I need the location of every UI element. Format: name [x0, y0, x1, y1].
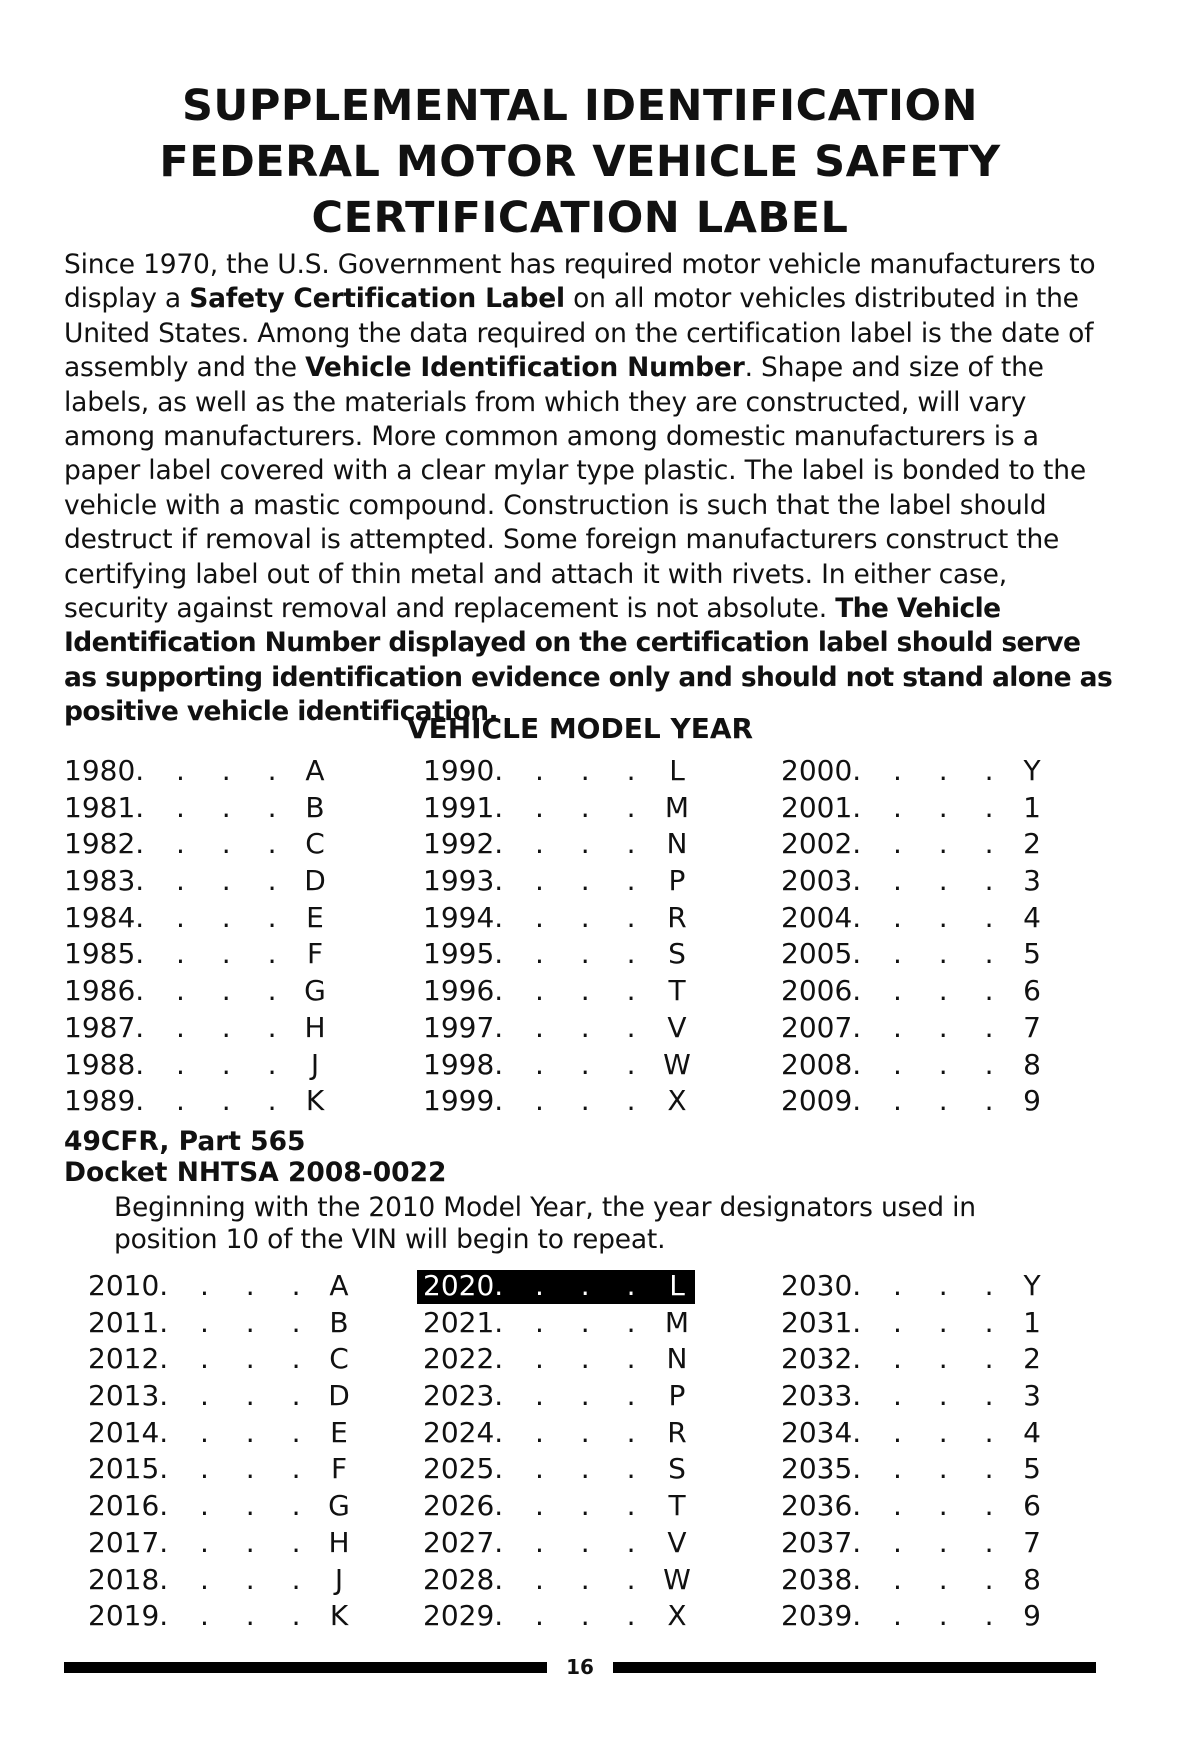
year-code: Y	[1023, 754, 1041, 787]
year-row	[423, 1415, 723, 1452]
year-code: H	[304, 1010, 326, 1044]
model-year: 2004.	[781, 900, 862, 934]
year-code: R	[667, 1415, 687, 1449]
year-code: F	[306, 937, 324, 971]
leader-dots: . . .	[535, 1415, 650, 1449]
leader-dots: . . .	[200, 1599, 315, 1633]
year-column	[781, 1268, 1081, 1635]
leader-dots: . . .	[535, 1489, 650, 1523]
model-year: 1984.	[64, 900, 145, 934]
year-row	[88, 1378, 388, 1415]
leader-dots: . . .	[200, 1452, 315, 1486]
model-year: 2035.	[781, 1452, 862, 1486]
year-code: 9	[1023, 1084, 1041, 1118]
model-year: 2012.	[88, 1342, 169, 1376]
year-row	[781, 1341, 1081, 1378]
year-row	[781, 973, 1081, 1010]
leader-dots: . . .	[893, 1047, 1008, 1081]
model-year: 2002.	[781, 827, 862, 861]
intro-bold-term: Vehicle Identification Number	[305, 352, 745, 384]
year-column	[423, 1268, 723, 1635]
intro-paragraph	[64, 248, 1114, 730]
model-year: 1993.	[423, 864, 504, 898]
leader-dots: . . .	[893, 937, 1008, 971]
footer-rule-left	[64, 1662, 547, 1673]
model-year: 1999.	[423, 1084, 504, 1118]
leader-dots: . . .	[535, 1269, 650, 1302]
leader-dots: . . .	[535, 937, 650, 971]
intro-text: on all motor vehicles distributed in the United States. Among the data required on the certification label is the date of assembly and the	[64, 283, 1094, 384]
leader-dots: . . .	[535, 754, 650, 787]
year-row-highlighted	[423, 1268, 723, 1305]
model-year: 2016.	[88, 1489, 169, 1523]
model-year: 1983.	[64, 864, 145, 898]
year-row	[88, 1451, 388, 1488]
year-code: T	[668, 974, 686, 1008]
leader-dots: . . .	[200, 1525, 315, 1559]
leader-dots: . . .	[176, 1084, 291, 1118]
year-row	[781, 1525, 1081, 1562]
year-row	[781, 1010, 1081, 1047]
leader-dots: . . .	[893, 1599, 1008, 1633]
leader-dots: . . .	[893, 1379, 1008, 1413]
year-code: 1	[1023, 1305, 1041, 1339]
footer-rule-right	[613, 1662, 1096, 1673]
year-code: W	[663, 1562, 691, 1596]
page-number: 16	[566, 1655, 594, 1679]
leader-dots: . . .	[893, 1489, 1008, 1523]
leader-dots: . . .	[535, 1084, 650, 1118]
leader-dots: . . .	[893, 974, 1008, 1008]
leader-dots: . . .	[893, 754, 1008, 787]
section-heading	[0, 712, 1160, 745]
model-year: 2033.	[781, 1379, 862, 1413]
year-row	[88, 1305, 388, 1342]
year-column	[88, 1268, 388, 1635]
year-code: M	[664, 790, 690, 824]
leader-dots: . . .	[176, 974, 291, 1008]
intro-text: . Shape and size of the labels, as well as the materials from which they are constructed, will vary among manufacturers. More common among domestic manufacturers is a paper label covered with a clear mylar type plastic. The label is bonded to the vehicle with a mastic compound. Construction is such that the label should destruct if removal is attempted. Some foreign manufacturers construct the certifying label out of thin metal and attach it with rivets. In either case, security against removal and replacement is not absolute.	[64, 352, 1086, 625]
year-row	[781, 826, 1081, 863]
model-year: 1995.	[423, 937, 504, 971]
year-row	[781, 863, 1081, 900]
leader-dots: . . .	[535, 1305, 650, 1339]
model-year: 1986.	[64, 974, 145, 1008]
year-row	[88, 1562, 388, 1599]
year-code: N	[666, 827, 688, 861]
year-code: X	[667, 1599, 687, 1633]
leader-dots: . . .	[893, 1305, 1008, 1339]
year-row	[64, 973, 364, 1010]
title-line: SUPPLEMENTAL IDENTIFICATION	[181, 81, 979, 131]
model-year: 2039.	[781, 1599, 862, 1633]
leader-dots: . . .	[200, 1415, 315, 1449]
year-row	[781, 1268, 1081, 1305]
model-year: 2013.	[88, 1379, 169, 1413]
model-year: 1981.	[64, 790, 145, 824]
year-code: E	[306, 900, 324, 934]
model-year: 2028.	[423, 1562, 504, 1596]
year-row	[64, 753, 364, 790]
year-code: G	[328, 1489, 350, 1523]
year-row	[423, 1378, 723, 1415]
year-row	[423, 753, 723, 790]
year-row	[781, 1598, 1081, 1635]
year-code: 7	[1023, 1525, 1041, 1559]
year-row	[781, 1451, 1081, 1488]
model-year: 2024.	[423, 1415, 504, 1449]
model-year: 2025.	[423, 1452, 504, 1486]
model-year: 1996.	[423, 974, 504, 1008]
year-row	[423, 1598, 723, 1635]
year-code: W	[663, 1047, 691, 1081]
year-row	[423, 936, 723, 973]
model-year: 2037.	[781, 1525, 862, 1559]
leader-dots: . . .	[893, 1525, 1008, 1559]
model-year: 2026.	[423, 1489, 504, 1523]
year-row	[423, 1525, 723, 1562]
leader-dots: . . .	[893, 1269, 1008, 1302]
year-row	[781, 1415, 1081, 1452]
model-year: 2031.	[781, 1305, 862, 1339]
year-row	[88, 1525, 388, 1562]
reference-line: 49CFR, Part 565	[64, 1126, 306, 1157]
model-year: 2032.	[781, 1342, 862, 1376]
year-row	[423, 863, 723, 900]
year-row	[781, 900, 1081, 937]
year-row	[88, 1415, 388, 1452]
year-row	[423, 1451, 723, 1488]
leader-dots: . . .	[893, 1452, 1008, 1486]
year-row	[64, 1047, 364, 1084]
year-code: E	[330, 1415, 348, 1449]
year-row	[64, 1083, 364, 1120]
year-row	[781, 1047, 1081, 1084]
year-code: Y	[1023, 1269, 1041, 1302]
leader-dots: . . .	[176, 864, 291, 898]
leader-dots: . . .	[535, 790, 650, 824]
page-title	[0, 78, 1160, 246]
model-year: 2003.	[781, 864, 862, 898]
model-year: 1982.	[64, 827, 145, 861]
year-code: V	[667, 1525, 687, 1559]
leader-dots: . . .	[535, 1047, 650, 1081]
model-year: 1992.	[423, 827, 504, 861]
year-code: 5	[1023, 937, 1041, 971]
year-code: N	[666, 1342, 688, 1376]
year-code: 3	[1023, 864, 1041, 898]
year-code: D	[304, 864, 326, 898]
year-code: M	[664, 1305, 690, 1339]
year-code: A	[305, 754, 325, 787]
year-row	[88, 1488, 388, 1525]
year-row	[88, 1598, 388, 1635]
model-year: 1987.	[64, 1010, 145, 1044]
model-year: 1985.	[64, 937, 145, 971]
model-year: 2018.	[88, 1562, 169, 1596]
year-code: X	[667, 1084, 687, 1118]
leader-dots: . . .	[535, 864, 650, 898]
model-year: 2015.	[88, 1452, 169, 1486]
year-column	[423, 753, 723, 1120]
model-year: 2019.	[88, 1599, 169, 1633]
year-code: P	[668, 1379, 686, 1413]
model-year: 2011.	[88, 1305, 169, 1339]
leader-dots: . . .	[535, 974, 650, 1008]
model-year-table-2010-2039	[88, 1268, 1088, 1638]
model-year: 2010.	[88, 1269, 169, 1302]
model-year: 1998.	[423, 1047, 504, 1081]
model-year: 1980.	[64, 754, 145, 787]
year-code: G	[304, 974, 326, 1008]
model-year: 2038.	[781, 1562, 862, 1596]
year-code: 4	[1023, 900, 1041, 934]
reference-line: Docket NHTSA 2008-0022	[64, 1157, 447, 1188]
repeat-note: Beginning with the 2010 Model Year, the year designators used in position 10 of the VIN will begin to repeat.	[114, 1192, 976, 1255]
leader-dots: . . .	[535, 1599, 650, 1633]
leader-dots: . . .	[893, 1010, 1008, 1044]
leader-dots: . . .	[200, 1305, 315, 1339]
model-year-table-1980-2009	[64, 753, 1064, 1123]
leader-dots: . . .	[893, 1415, 1008, 1449]
year-row	[423, 1341, 723, 1378]
leader-dots: . . .	[893, 1084, 1008, 1118]
model-year: 2017.	[88, 1525, 169, 1559]
year-code: C	[305, 827, 325, 861]
leader-dots: . . .	[176, 827, 291, 861]
year-code: 4	[1023, 1415, 1041, 1449]
title-line: FEDERAL MOTOR VEHICLE SAFETY	[159, 137, 1001, 187]
model-year: 1988.	[64, 1047, 145, 1081]
year-code: C	[329, 1342, 349, 1376]
model-year: 1989.	[64, 1084, 145, 1118]
model-year: 2034.	[781, 1415, 862, 1449]
title-line: CERTIFICATION LABEL	[311, 193, 849, 243]
model-year: 2036.	[781, 1489, 862, 1523]
year-code: R	[667, 900, 687, 934]
intro-bold-statement: The Vehicle Identification Number displayed on the certification label should serve as supporting identification evidence only and should not stand alone as positive vehicle identification.	[64, 593, 1113, 728]
year-row	[423, 1083, 723, 1120]
model-year: 2006.	[781, 974, 862, 1008]
year-code: D	[328, 1379, 350, 1413]
leader-dots: . . .	[893, 864, 1008, 898]
model-year: 2014.	[88, 1415, 169, 1449]
year-code: 9	[1023, 1599, 1041, 1633]
leader-dots: . . .	[893, 1562, 1008, 1596]
year-code: 6	[1023, 974, 1041, 1008]
leader-dots: . . .	[176, 1010, 291, 1044]
model-year: 2005.	[781, 937, 862, 971]
model-year: 2021.	[423, 1305, 504, 1339]
year-row	[781, 1562, 1081, 1599]
year-code: L	[669, 754, 685, 787]
leader-dots: . . .	[893, 827, 1008, 861]
year-code: B	[305, 790, 325, 824]
model-year: 2029.	[423, 1599, 504, 1633]
leader-dots: . . .	[893, 1342, 1008, 1376]
year-code: 7	[1023, 1010, 1041, 1044]
year-code: 3	[1023, 1379, 1041, 1413]
year-row	[88, 1341, 388, 1378]
leader-dots: . . .	[535, 1452, 650, 1486]
year-row	[64, 790, 364, 827]
model-year: 2000.	[781, 754, 862, 787]
model-year: 1991.	[423, 790, 504, 824]
intro-bold-term: Safety Certification Label	[189, 283, 565, 315]
model-year: 1994.	[423, 900, 504, 934]
leader-dots: . . .	[535, 900, 650, 934]
year-code: K	[305, 1084, 325, 1118]
year-code: F	[330, 1452, 348, 1486]
model-year: 2020.	[423, 1269, 504, 1302]
year-row	[781, 753, 1081, 790]
year-row	[423, 973, 723, 1010]
year-row	[64, 863, 364, 900]
year-code: L	[669, 1269, 685, 1302]
leader-dots: . . .	[893, 790, 1008, 824]
regulation-reference	[64, 1126, 446, 1188]
year-code: 2	[1023, 1342, 1041, 1376]
model-year: 2023.	[423, 1379, 504, 1413]
model-year: 2007.	[781, 1010, 862, 1044]
year-row	[781, 1083, 1081, 1120]
year-row	[423, 1562, 723, 1599]
year-code: B	[329, 1305, 349, 1339]
section-heading-text: VEHICLE MODEL YEAR	[406, 712, 754, 745]
leader-dots: . . .	[535, 827, 650, 861]
year-row	[423, 1010, 723, 1047]
year-row	[423, 1047, 723, 1084]
year-code: S	[668, 1452, 686, 1486]
year-code: T	[668, 1489, 686, 1523]
leader-dots: . . .	[176, 790, 291, 824]
leader-dots: . . .	[176, 900, 291, 934]
year-code: K	[329, 1599, 349, 1633]
year-row	[781, 1378, 1081, 1415]
year-row	[423, 900, 723, 937]
leader-dots: . . .	[176, 754, 291, 787]
year-row	[423, 1488, 723, 1525]
year-code: P	[668, 864, 686, 898]
leader-dots: . . .	[535, 1379, 650, 1413]
leader-dots: . . .	[200, 1562, 315, 1596]
year-row	[781, 1305, 1081, 1342]
year-row	[781, 790, 1081, 827]
leader-dots: . . .	[893, 900, 1008, 934]
year-row	[64, 936, 364, 973]
year-column	[781, 753, 1081, 1120]
year-code: J	[334, 1562, 344, 1596]
year-row	[781, 1488, 1081, 1525]
leader-dots: . . .	[535, 1562, 650, 1596]
year-row	[88, 1268, 388, 1305]
year-code: 8	[1023, 1047, 1041, 1081]
year-code: 1	[1023, 790, 1041, 824]
leader-dots: . . .	[176, 937, 291, 971]
year-column	[64, 753, 364, 1120]
year-code: 5	[1023, 1452, 1041, 1486]
leader-dots: . . .	[200, 1379, 315, 1413]
year-row	[423, 790, 723, 827]
leader-dots: . . .	[535, 1342, 650, 1376]
year-code: A	[329, 1269, 349, 1302]
model-year: 2030.	[781, 1269, 862, 1302]
model-year: 2022.	[423, 1342, 504, 1376]
year-row	[64, 900, 364, 937]
intro-text: Since 1970, the U.S. Government has required motor vehicle manufacturers to display a	[64, 249, 1096, 315]
year-row	[64, 826, 364, 863]
model-year: 2008.	[781, 1047, 862, 1081]
model-year: 2009.	[781, 1084, 862, 1118]
year-row	[64, 1010, 364, 1047]
model-year: 2001.	[781, 790, 862, 824]
year-row	[423, 1305, 723, 1342]
year-code: 2	[1023, 827, 1041, 861]
model-year: 1997.	[423, 1010, 504, 1044]
year-code: J	[310, 1047, 320, 1081]
year-code: 8	[1023, 1562, 1041, 1596]
model-year: 1990.	[423, 754, 504, 787]
leader-dots: . . .	[200, 1269, 315, 1302]
year-code: H	[328, 1525, 350, 1559]
year-code: 6	[1023, 1489, 1041, 1523]
year-code: S	[668, 937, 686, 971]
leader-dots: . . .	[200, 1342, 315, 1376]
year-row	[781, 936, 1081, 973]
leader-dots: . . .	[535, 1010, 650, 1044]
model-year: 2027.	[423, 1525, 504, 1559]
year-row	[423, 826, 723, 863]
year-code: V	[667, 1010, 687, 1044]
leader-dots: . . .	[176, 1047, 291, 1081]
leader-dots: . . .	[200, 1489, 315, 1523]
leader-dots: . . .	[535, 1525, 650, 1559]
